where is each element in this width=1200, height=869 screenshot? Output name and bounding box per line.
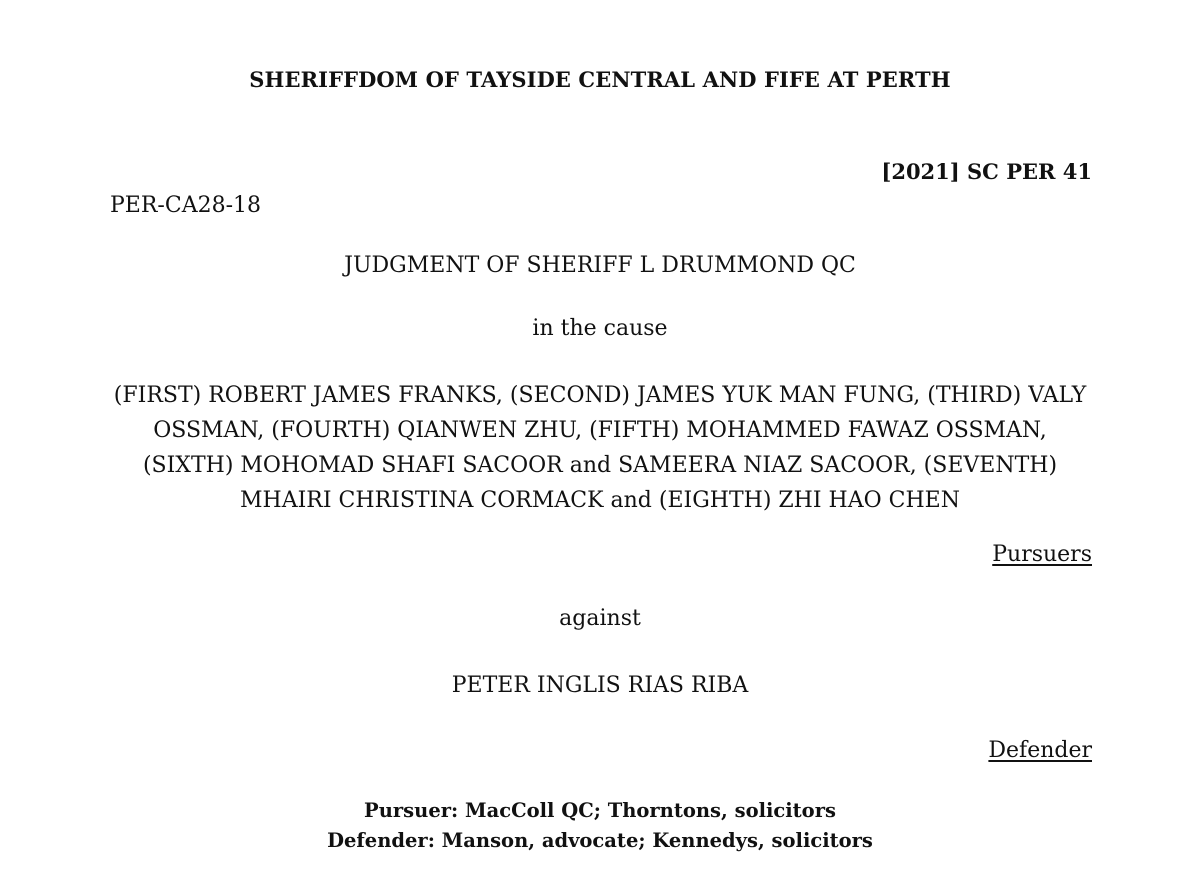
- judgment-title: JUDGMENT OF SHERIFF L DRUMMOND QC: [344, 253, 856, 278]
- defender-counsel: Defender: Manson, advocate; Kennedys, solicitors: [327, 829, 873, 852]
- neutral-citation: [2021] SC PER 41: [881, 159, 1092, 184]
- pursuers-names: [100, 378, 1100, 518]
- pursuer-counsel: Pursuer: MacColl QC; Thorntons, solicitors: [364, 799, 836, 822]
- pursuers-role-label: Pursuers: [992, 542, 1092, 567]
- court-heading: SHERIFFDOM OF TAYSIDE CENTRAL AND FIFE AT PERTH: [249, 67, 951, 92]
- defender-name: PETER INGLIS RIAS RIBA: [451, 673, 749, 698]
- against-text: against: [559, 606, 641, 631]
- pursuers-line: (SIXTH) MOHOMAD SHAFI SACOOR and SAMEERA NIAZ SACOOR, (SEVENTH): [142, 453, 1058, 478]
- counsel-block: [0, 796, 1200, 856]
- defender-role-label: Defender: [988, 738, 1092, 763]
- pursuers-line: (FIRST) ROBERT JAMES FRANKS, (SECOND) JAMES YUK MAN FUNG, (THIRD) VALY: [113, 383, 1087, 408]
- pursuers-line: OSSMAN, (FOURTH) QIANWEN ZHU, (FIFTH) MOHAMMED FAWAZ OSSMAN,: [153, 418, 1047, 443]
- pursuers-line: MHAIRI CHRISTINA CORMACK and (EIGHTH) ZHI HAO CHEN: [240, 488, 960, 513]
- in-the-cause-text: in the cause: [532, 316, 668, 341]
- case-reference: PER-CA28-18: [110, 193, 262, 218]
